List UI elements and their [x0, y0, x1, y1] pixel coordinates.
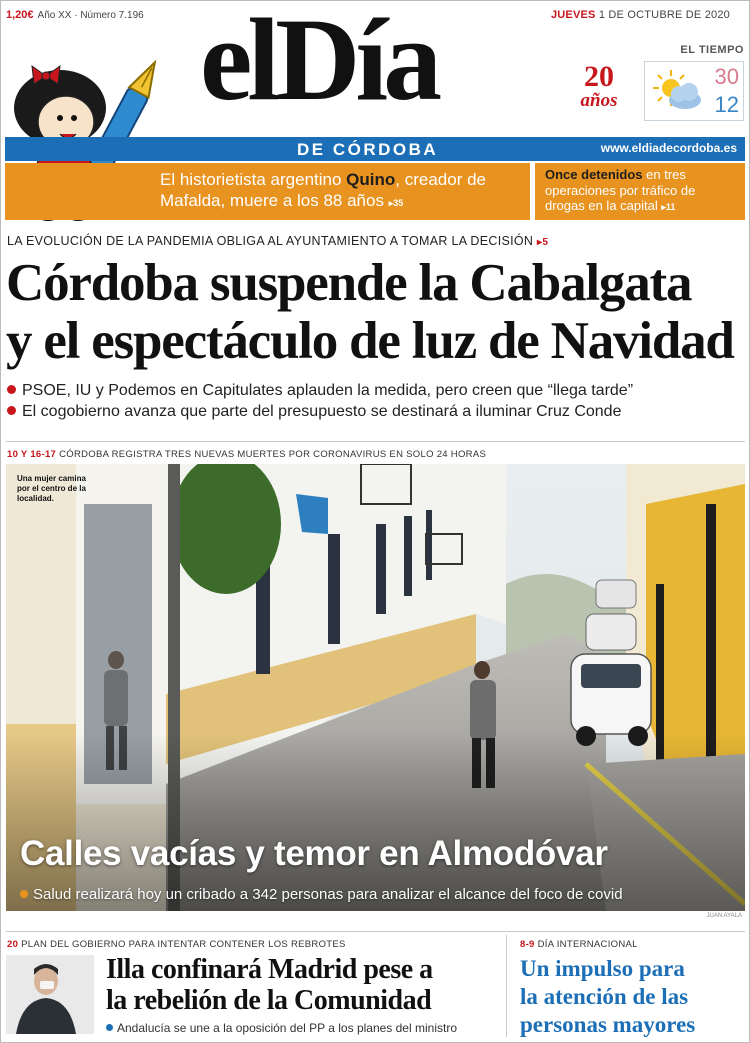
photo-kicker: 10 Y 16-17 CÓRDOBA REGISTRA TRES NUEVAS MUERTES POR CORONAVIRUS EN SOLO 24 HORAS: [7, 449, 487, 460]
story2-kicker: 20 PLAN DEL GOBIERNO PARA INTENTAR CONTENER LOS REBROTES: [7, 939, 346, 950]
anniversary-badge: [566, 62, 632, 110]
sun-cloud-icon: [649, 68, 705, 114]
weather-panel: [644, 61, 744, 121]
story3-headline[interactable]: Un impulso para la atención de las personas mayores: [520, 956, 696, 1037]
photo-almodovar[interactable]: [6, 464, 745, 911]
bullet-icon: [7, 385, 16, 394]
page-ref: 20: [7, 939, 19, 950]
page-ref: ▸11: [661, 202, 676, 212]
page-ref: 8-9: [520, 939, 535, 950]
page-ref: 10 Y 16-17: [7, 449, 57, 460]
temperature-max: 30: [714, 64, 739, 89]
anniversary-number: 20: [584, 60, 614, 93]
minister-photo: [6, 955, 94, 1034]
lead-headline[interactable]: Córdoba suspende la Cabalgata y el espectáculo de luz de Navidad: [6, 254, 734, 370]
bullet-icon: [106, 1024, 113, 1031]
issue-number: Año XX · Número 7.196: [37, 10, 144, 21]
edition-city: DE CÓRDOBA: [297, 140, 439, 159]
publication-date: [551, 9, 730, 21]
page-ref: ▸5: [537, 237, 549, 248]
website-url[interactable]: www.eldiadecordoba.es: [600, 141, 737, 155]
photo-credit: JUAN AYALA: [706, 913, 742, 919]
bullet-icon: [20, 890, 28, 898]
promo-quino[interactable]: [5, 163, 530, 220]
anniversary-label: años: [580, 90, 618, 111]
divider: [6, 441, 745, 442]
photo-headline[interactable]: Calles vacías y temor en Almodóvar: [20, 834, 608, 873]
photo-subtitle: Salud realizará hoy un cribado a 342 personas para analizar el alcance del foco de covid: [20, 886, 623, 903]
column-divider: [506, 935, 507, 1037]
list-item: PSOE, IU y Podemos en Capitulates aplauden la medida, pero creen que “llega tarde”: [7, 380, 747, 401]
story2-subtitle: Andalucía se une a la oposición del PP a los planes del ministro: [106, 1021, 457, 1035]
page-ref: ▸35: [388, 198, 404, 208]
lead-kicker: LA EVOLUCIÓN DE LA PANDEMIA OBLIGA AL AYUNTAMIENTO A TOMAR LA DECISIÓN ▸5: [7, 234, 549, 248]
bullet-icon: [7, 406, 16, 415]
portrait-illustration: [6, 955, 94, 1034]
promo-detenidos[interactable]: [535, 163, 745, 220]
story3-kicker: 8-9 DÍA INTERNACIONAL: [520, 939, 638, 950]
weekday: JUEVES: [550, 9, 596, 21]
lead-bullets: [7, 380, 747, 422]
promo-quino-text: El historietista argentino Quino, creador de Mafalda, muere a los 88 años ▸35: [160, 170, 486, 210]
divider: [6, 931, 745, 932]
city-banner: [5, 137, 745, 161]
weather-label: EL TIEMPO: [680, 44, 744, 56]
photo-caption: Una mujer camina por el centro de la localidad.: [17, 474, 86, 503]
temperature-min: 12: [714, 92, 739, 117]
price-issue: [6, 9, 144, 21]
price: 1,20€: [6, 9, 34, 21]
weather-box: [644, 44, 744, 121]
newspaper-logo: elDía: [200, 0, 438, 125]
date: 1 DE OCTUBRE DE 2020: [598, 9, 730, 21]
story2-headline[interactable]: Illa confinará Madrid pese a la rebelión de la Comunidad: [106, 954, 433, 1016]
promo-detenidos-text: Once detenidos en tres operaciones por tráfico de drogas en la capital ▸11: [545, 167, 696, 213]
list-item: El cogobierno avanza que parte del presupuesto se destinará a iluminar Cruz Conde: [7, 401, 747, 422]
